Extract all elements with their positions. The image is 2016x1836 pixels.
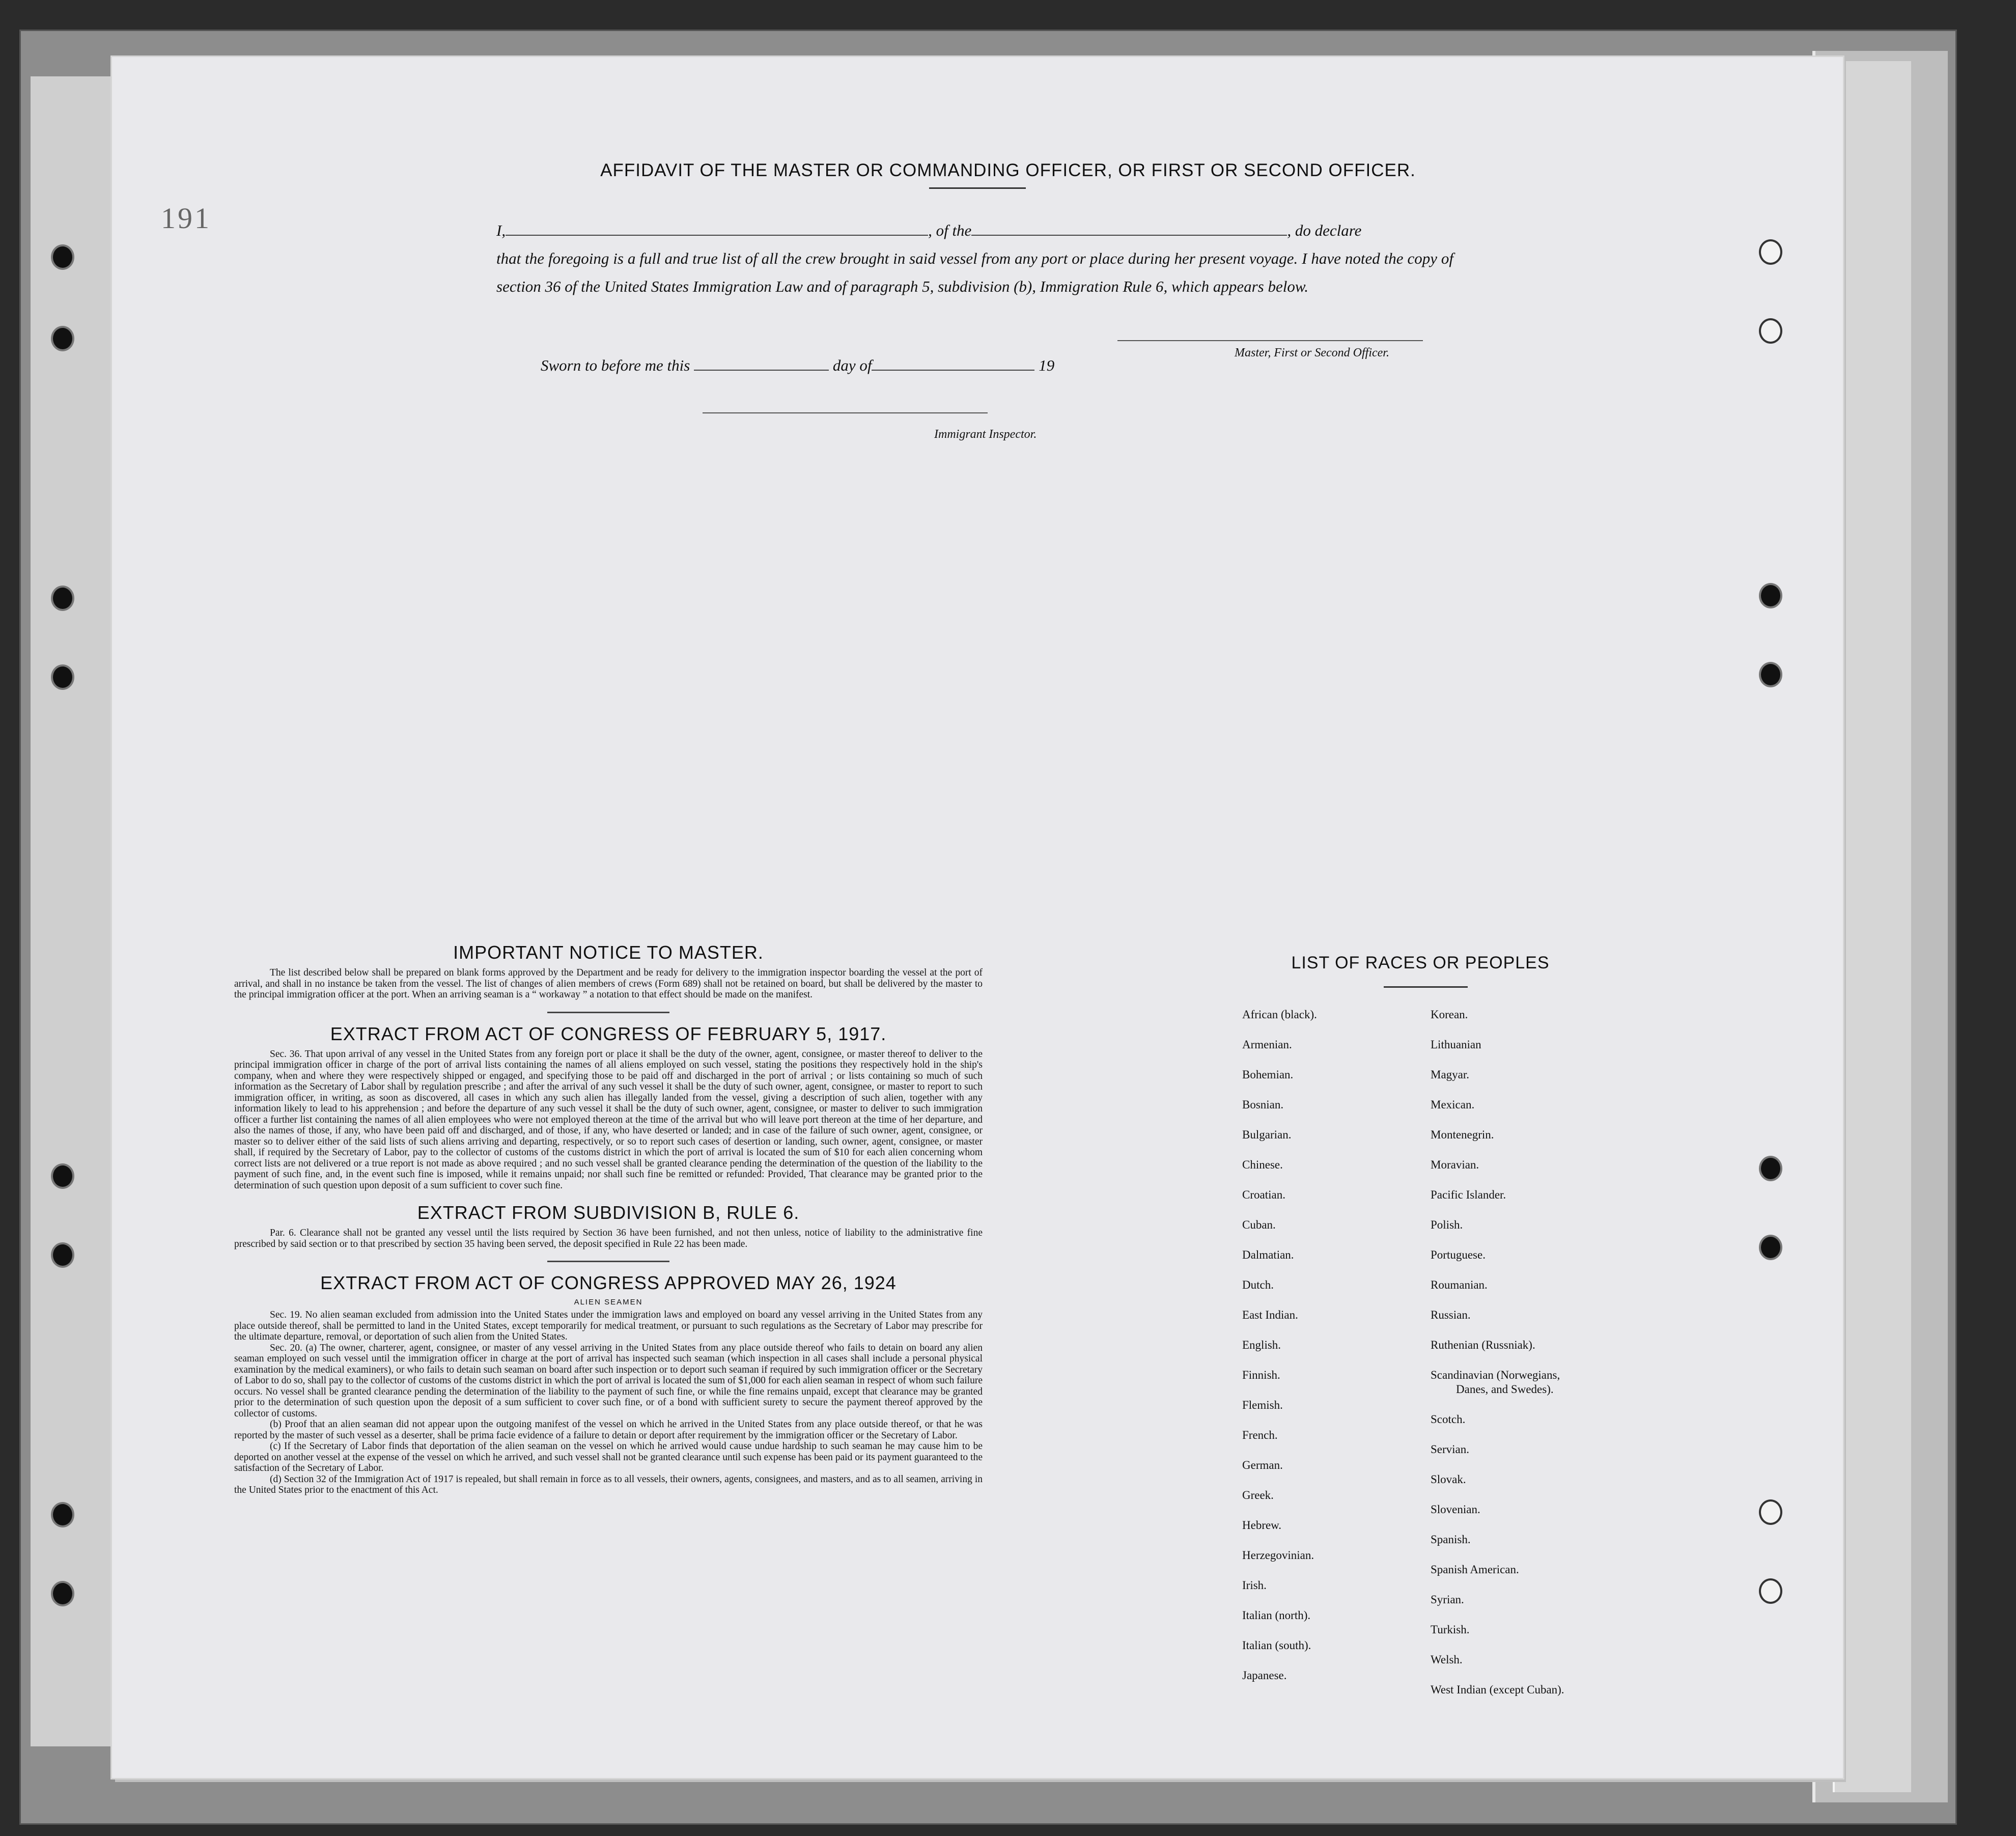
extract-rule6-text: Par. 6. Clearance shall not be granted any vessel until the lists required by Section 36 have been furnished, and not then unless, notice of liability to the administrative fine prescribed by said section or to that prescribed by section 35 having been served, the deposit specified in Rule 22 has been made. bbox=[234, 1228, 983, 1249]
race-item: African (black). bbox=[1242, 1008, 1317, 1021]
race-item: Armenian. bbox=[1242, 1038, 1292, 1051]
decl-i: I, bbox=[496, 221, 506, 239]
race-item: Welsh. bbox=[1431, 1653, 1463, 1666]
race-item: Chinese. bbox=[1242, 1158, 1283, 1171]
race-item: Cuban. bbox=[1242, 1218, 1276, 1231]
binder-hole bbox=[51, 1242, 74, 1268]
binder-hole bbox=[51, 1502, 74, 1527]
extract-1924-sec20d: (d) Section 32 of the Immigration Act of 1917 is repealed, but shall remain in force as to all vessels, their owners, agents, consignees, and masters, and as to all seamen, arriving in the United States prior to the enactment of this Act. bbox=[234, 1473, 983, 1495]
race-item: Greek. bbox=[1242, 1489, 1274, 1501]
extract-1924-title: EXTRACT FROM ACT OF CONGRESS APPROVED MAY 26, 1924 bbox=[320, 1272, 897, 1293]
race-item: Scotch. bbox=[1431, 1413, 1466, 1426]
punch-hole bbox=[1759, 239, 1782, 265]
race-item: Japanese. bbox=[1242, 1669, 1287, 1682]
binder-hole bbox=[51, 1581, 74, 1606]
master-signature-label: Master, First or Second Officer. bbox=[1235, 346, 1389, 359]
race-item: Bosnian. bbox=[1242, 1098, 1284, 1111]
margin-page-number: 191 bbox=[161, 202, 211, 235]
sworn-year: 19 bbox=[1039, 356, 1055, 374]
notice-text: The list described below shall be prepared on blank forms approved by the Department and be ready for delivery to the immigration inspector boarding the vessel at the port of arrival, and shall in no instance be taken from the vessel. The list of changes of alien members of crews (Form 689) shall not be retained on board, but shall be delivered by the master to the principal immigration officer at the port. When an arriving seaman is a “ workaway ” a notation to that effect should be made on the manifest. bbox=[234, 967, 983, 1000]
race-item: Croatian. bbox=[1242, 1188, 1285, 1201]
race-item: Magyar. bbox=[1431, 1068, 1470, 1081]
race-item: Syrian. bbox=[1431, 1593, 1464, 1606]
race-item: Montenegrin. bbox=[1431, 1128, 1494, 1141]
race-item: Servian. bbox=[1431, 1443, 1470, 1456]
decl-do-declare: , do declare bbox=[1287, 221, 1362, 239]
title-underline bbox=[929, 187, 1026, 189]
race-item: Korean. bbox=[1431, 1008, 1468, 1021]
sworn-month-blank[interactable] bbox=[872, 356, 1034, 371]
declaration-text: that the foregoing is a full and true list of all the crew brought in said vessel from any port or place during her present voyage. I have noted the copy of section 36 of the United States Immigration Law and of paragraph 5, subdivision (b), Immigration Rule 6, which appears below. bbox=[496, 249, 1453, 295]
race-item: Slovak. bbox=[1431, 1473, 1466, 1486]
punch-hole bbox=[1759, 318, 1782, 344]
race-item: Polish. bbox=[1431, 1218, 1463, 1231]
race-item: Bulgarian. bbox=[1242, 1128, 1292, 1141]
binder-hole bbox=[51, 664, 74, 690]
decl-of-the: , of the bbox=[928, 221, 972, 239]
race-item: Italian (north). bbox=[1242, 1609, 1311, 1622]
inspector-signature-line[interactable] bbox=[703, 412, 988, 413]
extract-1924-sec20b: (b) Proof that an alien seaman did not appear upon the outgoing manifest of the vessel on which he arrived in the United States from any place outside thereof, or that he was reported by the master of such vessel as a deserter, shall be prima facie evidence of a failure to detain or deport after requirement by the immigration officer or the Secretary of Labor. bbox=[234, 1419, 983, 1441]
punch-hole bbox=[1759, 1156, 1782, 1181]
race-item: Roumanian. bbox=[1431, 1278, 1488, 1291]
race-item: Danes, and Swedes). bbox=[1456, 1383, 1554, 1396]
section-divider bbox=[547, 1012, 669, 1013]
race-item: Spanish. bbox=[1431, 1533, 1471, 1546]
race-item: Moravian. bbox=[1431, 1158, 1479, 1171]
binder-hole bbox=[51, 244, 74, 270]
affidavit-declaration bbox=[496, 216, 1453, 300]
punch-hole bbox=[1759, 662, 1782, 687]
extract-1917-text: Sec. 36. That upon arrival of any vessel in the United States from any foreign port or place it shall be the duty of the owner, agent, consignee, or master thereof to deliver to the principal immigration officer in charge of the port of arrival lists containing the names of all aliens employed on such vessel, stating the positions they respectively hold in the ship's company, when and where they were respectively shipped or engaged, and specifying those to be paid off and discharged in the port of arrival ; or lists containing so much of such information as the Secretary of Labor shall by regulation prescribe ; and after the arrival of any such vessel it shall be the duty of such owner, agent, consignee, or master to report to such immigration officer, in writing, as soon as discovered, all cases in which any such alien has illegally landed from the vessel, giving a description of such alien, together with any information likely to lead to his apprehension ; and before the departure of any such vessel it shall be the duty of such owner, agent, consignee, or master to deliver to such immigration officer a further list containing the names of all alien employees who were not employed thereon at the time of the arrival but who will leave port thereon at the time of her departure, and also the names of those, if any, who have been paid off and discharged, and of those, if any, who have deserted or landed; and in case of the failure of such owner, agent, consignee, or master so to deliver either of the said lists of such aliens arriving and departing, respectively, or so to report such cases of desertion or landing, such owner, agent, consignee, or master shall, if required by the Secretary of Labor, pay to the collector of customs of the customs district in which the port of arrival is located the sum of $10 for each alien concerning whom correct lists are not delivered or a true report is not made as above required ; and no such vessel shall be granted clearance pending the determination of the question of the liability to the payment of such fine, and, in the event such fine is imposed, while it remains unpaid; nor shall such fine be remitted or refunded: Provided, That clearance may be granted prior to the determination of such question upon deposit of a sum sufficient to cover such fine. bbox=[234, 1048, 983, 1191]
extract-1917-title: EXTRACT FROM ACT OF CONGRESS OF FEBRUARY 5, 1917. bbox=[330, 1023, 887, 1044]
extract-1924-sec19: Sec. 19. No alien seaman excluded from admission into the United States under the immigration laws and employed on board any vessel arriving in the United States from any place outside thereof, shall be permitted to land in the United States, except temporarily for medical treatment, or pursuant to such regulations as the Secretary of Labor may prescribe for the ultimate departure, removal, or deportation of such alien from the United States. bbox=[234, 1310, 983, 1342]
race-item: Italian (south). bbox=[1242, 1639, 1311, 1652]
race-item: German. bbox=[1242, 1459, 1283, 1471]
sworn-prefix: Sworn to before me this bbox=[541, 356, 690, 374]
name-blank[interactable] bbox=[506, 221, 928, 236]
race-item: Scandinavian (Norwegians, bbox=[1431, 1369, 1560, 1381]
extract-rule6-title: EXTRACT FROM SUBDIVISION B, RULE 6. bbox=[417, 1202, 800, 1223]
race-item: Hebrew. bbox=[1242, 1519, 1282, 1532]
race-item: Portuguese. bbox=[1431, 1248, 1486, 1261]
race-item: Dalmatian. bbox=[1242, 1248, 1294, 1261]
extract-1924-subtitle: ALIEN SEAMEN bbox=[574, 1298, 643, 1306]
extract-1924-sec20c: (c) If the Secretary of Labor finds that deportation of the alien seaman on the vessel on which he arrived would cause undue hardship to such seaman he may cause him to be deported on another vessel at the expense of the vessel on which he arrived, and such vessel shall not be granted clearance until such expense has been paid or its payment guaranteed to the satisfaction of the Secretary of Labor. bbox=[234, 1441, 983, 1473]
race-item: Spanish American. bbox=[1431, 1563, 1519, 1576]
race-item: Turkish. bbox=[1431, 1623, 1470, 1636]
race-item: English. bbox=[1242, 1339, 1281, 1351]
sworn-statement bbox=[541, 356, 1054, 375]
notice-title: IMPORTANT NOTICE TO MASTER. bbox=[453, 942, 764, 963]
race-item: Dutch. bbox=[1242, 1278, 1274, 1291]
extract-1924-sec20a: Sec. 20. (a) The owner, charterer, agent, consignee, or master of any vessel arriving in the United States from any place outside thereof who fails to detain on board any alien seaman employed on such vessel until the immigration officer in charge at the port of arrival has inspected such seaman (which inspection in all cases shall include a personal physical examination by the medical examiners), or who fails to detain such seaman on board after such inspection or to deport such seaman if required by such immigration officer or the Secretary of Labor to do so, shall pay to the collector of customs of the customs district in which the port of arrival is located the sum of $1,000 for each alien seaman in respect of whom such failure occurs. No vessel shall be granted clearance pending the determination of the liability to the payment of such fine, or while the fine remains unpaid, except that clearance may be granted prior to the determination of such question upon the deposit of a sum sufficient to cover such fine, or of a bond with sufficient surety to secure the payment thereof approved by the collector of customs. bbox=[234, 1342, 983, 1419]
notices-column bbox=[234, 942, 983, 1496]
binder-hole bbox=[51, 1163, 74, 1189]
sworn-day-of: day of bbox=[832, 356, 872, 374]
document-page bbox=[112, 57, 1843, 1778]
race-item: Pacific Islander. bbox=[1431, 1188, 1506, 1201]
races-title: LIST OF RACES OR PEOPLES bbox=[1291, 953, 1550, 972]
race-item: Finnish. bbox=[1242, 1369, 1280, 1381]
inspector-signature-label: Immigrant Inspector. bbox=[934, 428, 1037, 441]
race-item: Flemish. bbox=[1242, 1399, 1283, 1411]
races-title-underline bbox=[1384, 986, 1468, 988]
race-item: Lithuanian bbox=[1431, 1038, 1481, 1051]
race-item: West Indian (except Cuban). bbox=[1431, 1683, 1564, 1696]
sworn-day-blank[interactable] bbox=[694, 356, 829, 371]
race-item: Mexican. bbox=[1431, 1098, 1475, 1111]
race-item: Ruthenian (Russniak). bbox=[1431, 1339, 1535, 1351]
punch-hole bbox=[1759, 1578, 1782, 1604]
punch-hole bbox=[1759, 1235, 1782, 1260]
binder-hole bbox=[51, 586, 74, 611]
race-item: Russian. bbox=[1431, 1309, 1471, 1321]
race-item: French. bbox=[1242, 1429, 1278, 1441]
page-stack-left bbox=[31, 76, 117, 1746]
section-divider bbox=[547, 1261, 669, 1262]
affidavit-title: AFFIDAVIT OF THE MASTER OR COMMANDING OFFICER, OR FIRST OR SECOND OFFICER. bbox=[600, 160, 1416, 180]
punch-hole bbox=[1759, 1499, 1782, 1525]
race-item: Bohemian. bbox=[1242, 1068, 1294, 1081]
master-signature-line[interactable] bbox=[1117, 340, 1423, 341]
race-item: Slovenian. bbox=[1431, 1503, 1480, 1516]
race-item: East Indian. bbox=[1242, 1309, 1298, 1321]
vessel-blank[interactable] bbox=[971, 221, 1287, 236]
race-item: Irish. bbox=[1242, 1579, 1267, 1592]
binder-hole bbox=[51, 326, 74, 351]
race-item: Herzegovinian. bbox=[1242, 1549, 1314, 1562]
page-stack-right-inner bbox=[1833, 61, 1911, 1792]
punch-hole bbox=[1759, 583, 1782, 608]
